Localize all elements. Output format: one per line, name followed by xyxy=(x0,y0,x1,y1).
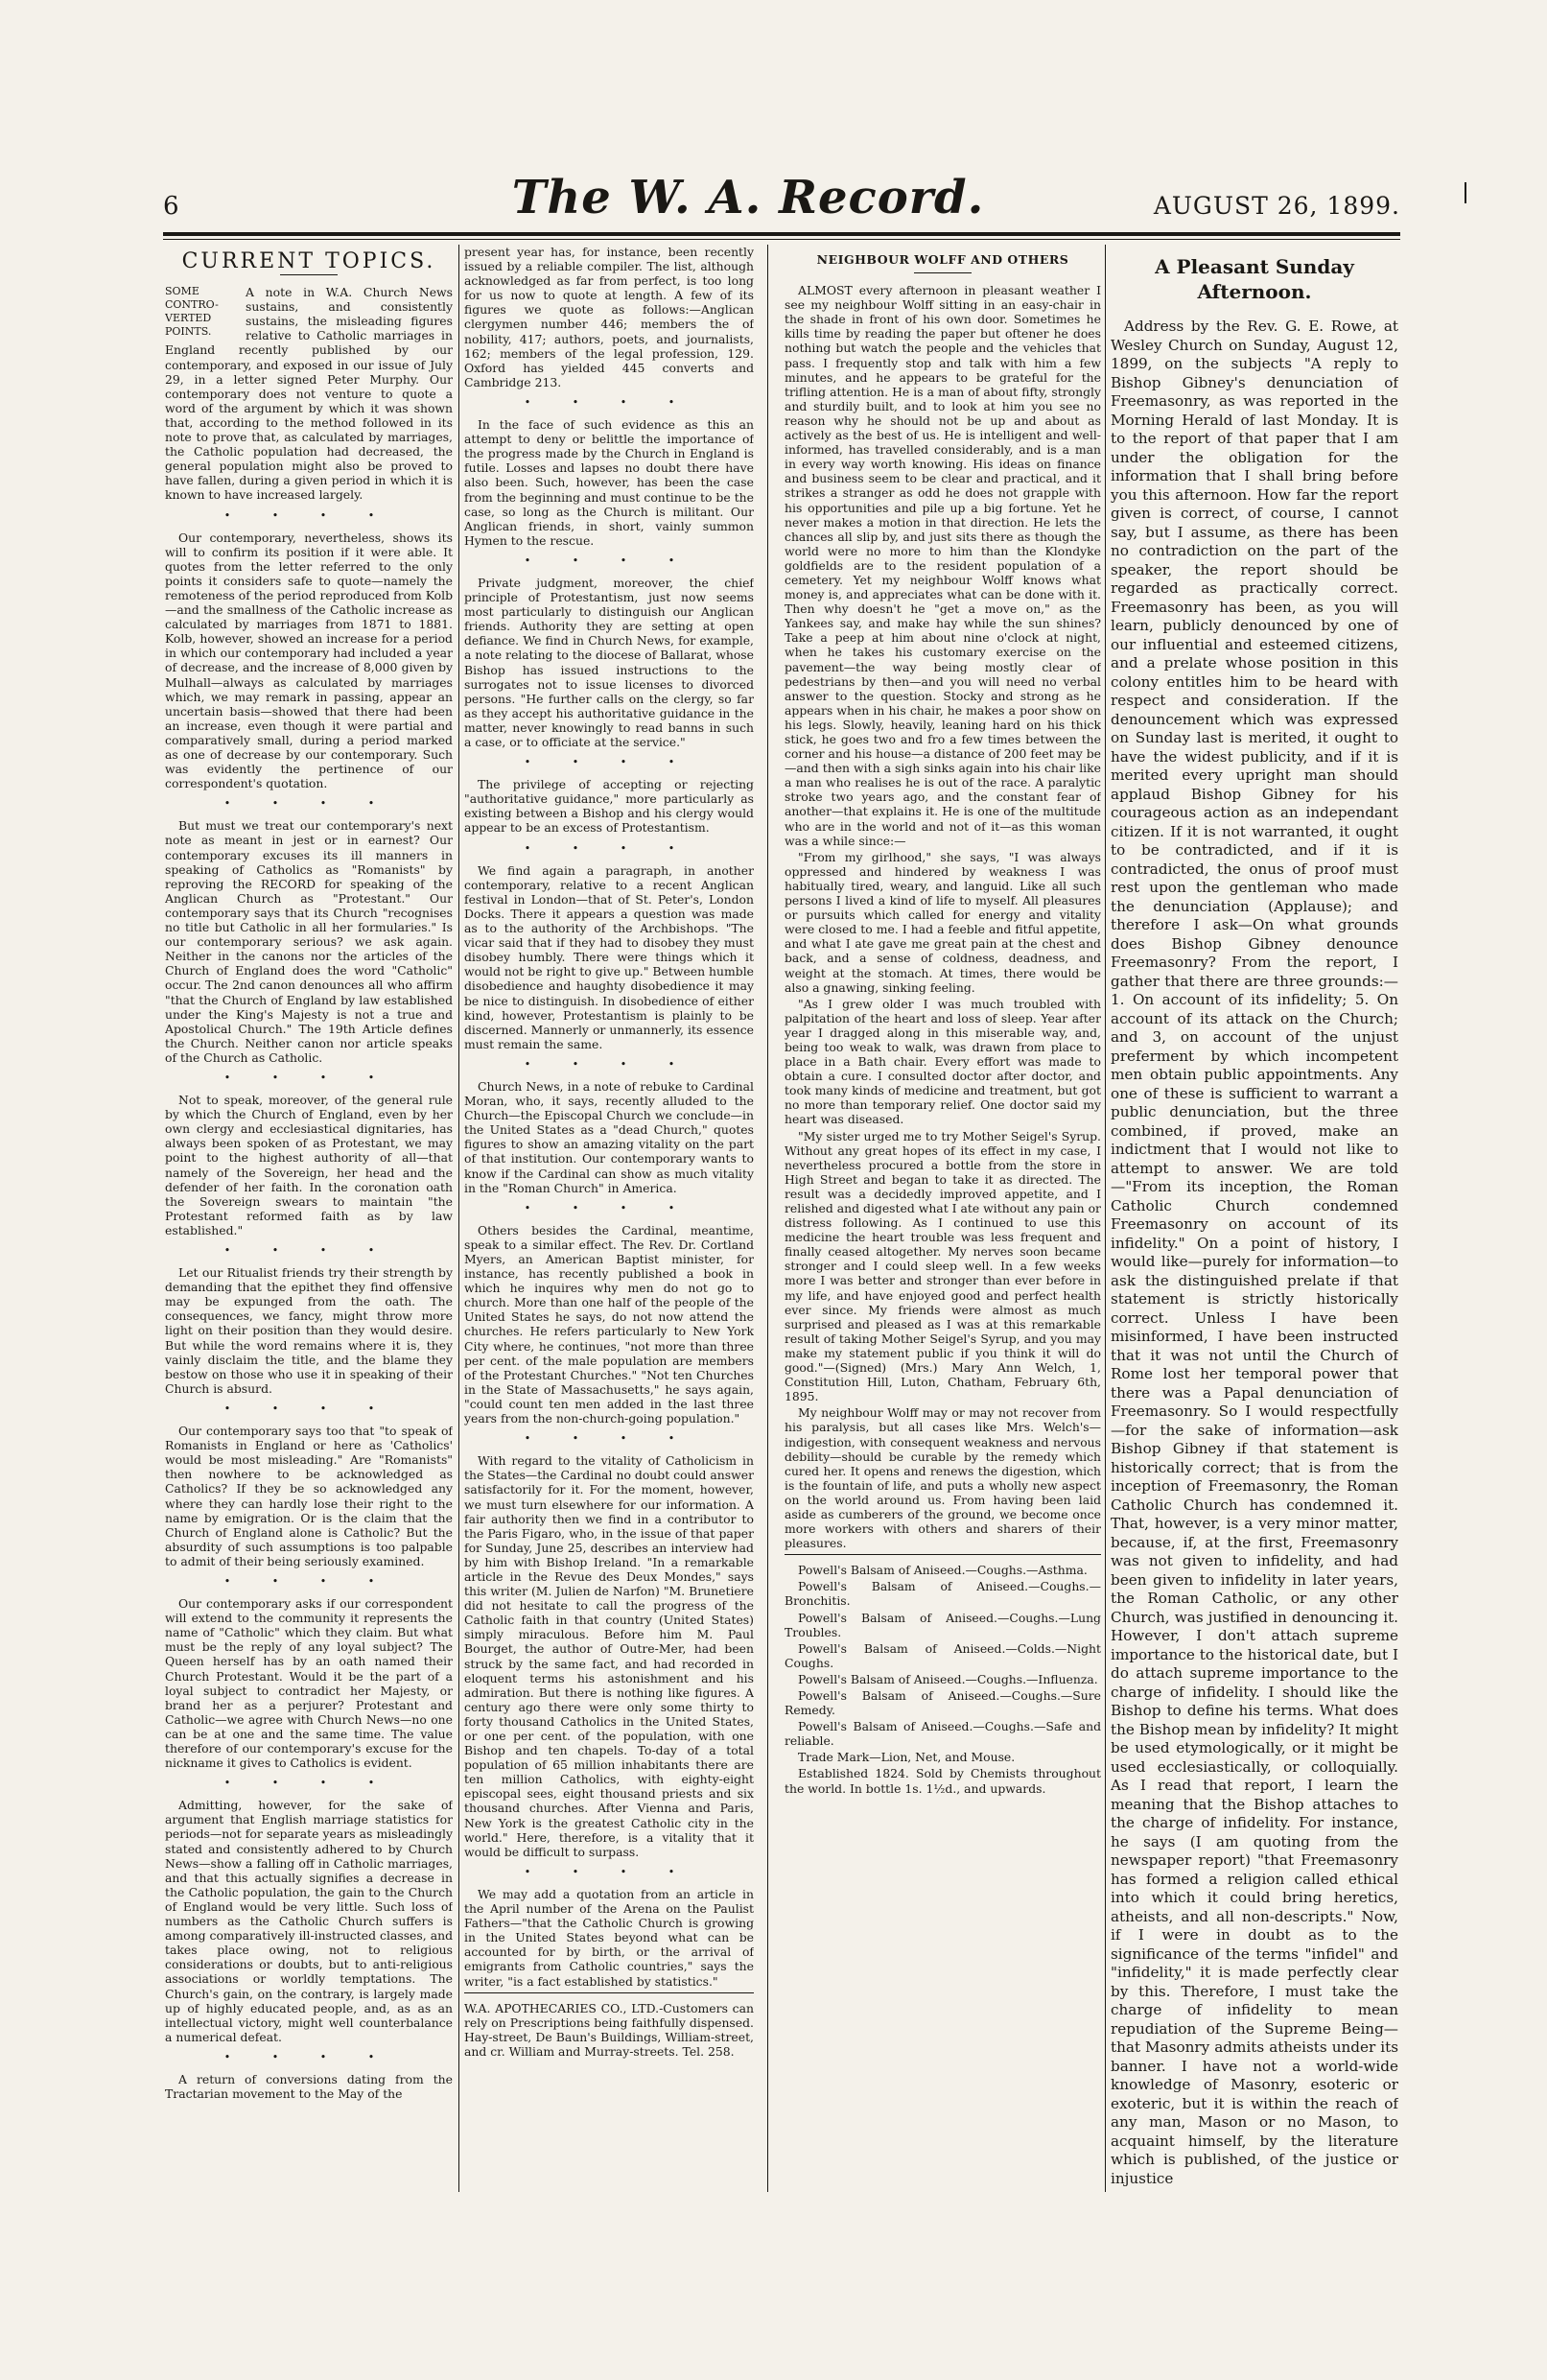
article-paragraph: "From my girlhood," she says, "I was always oppressed and hindered by weakness I was habitually tired, weary, and languid. Like all such persons I lived a kind of life to myself. All pleasures or pursuits which called for energy and vitality were closed to me. I had a feeble and fitful appetite, and what I ate gave me great pain at the chest and back, and a sense of coldness, deadness, and weight at the stomach. At times, there would be also a gnawing, sinking feeling. xyxy=(785,849,1101,995)
section-separator: • • • • xyxy=(223,1071,394,1084)
article-paragraph: Our contemporary, nevertheless, shows its will to confirm its position if it were able. It quotes from the letter referred to the only points it considers safe to quote—namely the remoteness of the period reproduced from Kolb—and the smallness of the Catholic increase as calculated by marriages from 1871 to 1881. Kolb, however, showed an increase for a period in which our contemporary had included a year of decrease, and the increase of 8,000 given by Mulhall—always as calculated by marriages which, we may remark in passing, appear an uncertain basis—showed that there had been an increase, even though it were partial and comparatively small, during a period marked as one of decrease by our contemporary. Such was evidently the pertinence of our correspondent's quotation. xyxy=(165,530,453,791)
column-current-topics xyxy=(165,245,453,2197)
article-paragraph: Church News, in a note of rebuke to Cardinal Moran, who, it says, recently alluded to the Church—the Episcopal Church we conclude—in the United States as a "dead Church," quotes figures to show an amazing vitality on the part of that institution. Our contemporary wants to know if the Cardinal can show as much vitality in the "Roman Church" in America. xyxy=(464,1078,754,1195)
article-paragraph: Our contemporary asks if our correspondent will extend to the community it represents the name of "Catholic" which they claim. But what must be the reply of any loyal subject? The Queen herself has by an oath named their Church Protestant. Would it be the part of a loyal subject to contradict her Majesty, or brand her as a perjurer? Protestant and Catholic—we agree with Church News—no one can be at one and the same time. The value therefore of our contemporary's excuse for the nickname it gives to Catholics is evident. xyxy=(165,1596,453,1771)
side-heading: SOME CONTRO-VERTED POINTS. xyxy=(165,285,219,339)
section-separator: • • • • xyxy=(223,797,394,811)
article-paragraph: Not to speak, moreover, of the general rule by which the Church of England, even by her own clergy and ecclesiastical dignitaries, has always been spoken of as Protestant, we may point to the highest authority of all—that namely of the Sovereign, her head and the defender of her faith. In the coronation oath the Sovereign swears to maintain "the Protestant reformed faith as by law established." xyxy=(165,1093,453,1237)
advertisement-line: Powell's Balsam of Aniseed.—Coughs.—Bronchitis. xyxy=(785,1579,1101,1609)
section-separator: • • • • xyxy=(524,395,694,409)
section-separator: • • • • xyxy=(524,841,694,855)
section-separator: • • • • xyxy=(524,1201,694,1214)
column-current-topics-continued xyxy=(464,245,754,2197)
section-separator: • • • • xyxy=(223,1777,394,1790)
advertisement-line: Powell's Balsam of Aniseed.—Coughs.—Lung Troubles. xyxy=(785,1610,1101,1639)
section-separator: • • • • xyxy=(223,2050,394,2063)
section-separator: • • • • xyxy=(524,1057,694,1071)
article-paragraph: Our contemporary says too that "to speak of Romanists in England or here as 'Catholics' would be most misleading." Are "Romanists" then nowhere to be acknowledged as Catholics? If they be so acknowledged any where they can hardly lose their right to the name by emigration. Or is the claim that the Church of England alone is Catholic? But the absurdity of such assumptions is too palpable to admit of their being seriously examined. xyxy=(165,1424,453,1568)
masthead-rule-thin xyxy=(163,239,1400,240)
article-paragraph: Admitting, however, for the sake of argument that English marriage statistics for periods—not for separate years as misleadingly stated and consistently adhered to by Church News—show a falling off in Catholic marriages, and that this actually signifies a decrease in the Catholic population, the gain to the Church of England would be very little. Such loss of numbers as the Catholic Church suffers is among comparatively ill-instructed classes, and takes place owing, not to religious considerations or doubts, but to anti-religious associations or worldly temptations. The Church's gain, on the contrary, is largely made up of highly educated people, and, as as an intellectual victory, might well counterbalance a numerical defeat. xyxy=(165,1798,453,2044)
section-separator: • • • • xyxy=(223,1574,394,1588)
advertisement-line: Powell's Balsam of Aniseed.—Colds.—Night Coughs. xyxy=(785,1640,1101,1670)
article-paragraph: With regard to the vitality of Catholicism in the States—the Cardinal no doubt could answer satisfactorily for it. For the moment, however, we must turn elsewhere for our information. A fair authority then we find in a contributor to the Paris Figaro, who, in the issue of that paper for Sunday, June 25, describes an interview had by him with Bishop Ireland. "In a remarkable article in the Revue des Deux Mondes," says this writer (M. Julien de Narfon) "M. Brunetiere did not hesitate to call the progress of the Catholic faith in that country (United States) simply miraculous. Before him M. Paul Bourget, the author of Outre-Mer, had been struck by the same fact, and had recorded in eloquent terms his astonishment and his admiration. But there is nothing like figures. A century ago there were only some thirty to forty thousand Catholics in the United States, or one per cent. of the population, with one Bishop and ten chapels. To-day of a total population of 65 million inhabitants there are ten million Catholics, with eighty-eight episcopal sees, eight thousand priests and six thousand churches. After Vienna and Paris, New York is the greatest Catholic city in the world." Here, therefore, is a vitality that it would be difficult to surpass. xyxy=(464,1453,754,1859)
section-separator: • • • • xyxy=(524,1432,694,1446)
article-paragraph: My neighbour Wolff may or may not recover from his paralysis, but all cases like Mrs. Welch's—indigestion, with consequent weakness and nervous debility—should be curable by the remedy which cured her. It opens and renews the digestion, which is the fountain of life, and puts a wholly new aspect on the world around us. From having been laid aside as cumberers of the ground, we become once more workers with others and sharers of their pleasures. xyxy=(785,1405,1101,1551)
margin-mark xyxy=(1465,182,1466,203)
section-separator: • • • • xyxy=(524,554,694,567)
article-paragraph: We find again a paragraph, in another contemporary, relative to a recent Anglican festival in London—that of St. Peter's, London Docks. There it appears a question was made as to the authority of the Archbishops. "The vicar said that if they had to disobey they must disobey humbly. There were things which it would not be right to give up." Between humble disobedience and haughty disobedience it may be nice to distinguish. In disobedience of either kind, however, Protestantism is plainly to be discerned. Mannerly or unmannerly, its essence must remain the same. xyxy=(464,862,754,1051)
page-number: 6 xyxy=(163,192,179,221)
masthead-rule-thick xyxy=(163,232,1400,236)
advertisement-line: Powell's Balsam of Aniseed.—Coughs.—Safe and reliable. xyxy=(785,1719,1101,1749)
article-paragraph: ALMOST every afternoon in pleasant weather I see my neighbour Wolff sitting in an easy-chair in the shade in front of his own door. Sometimes he kills time by reading the paper but oftener he does nothing but watch the people and the vehicles that pass. I frequently stop and talk with him a few minutes, and he appears to be grateful for the trifling attention. He is a man of about fifty, strongly and sturdily built, and to look at him you see no reason why he should not be up and about as actively as the best of us. He is intelligent and well-informed, has travelled considerably, and is a man in every way worth knowing. His ideas on finance and business seem to be clear and practical, and it strikes a stranger as odd he does not grapple with his opportunities and pile up a big fortune. Yet he never makes a motion in that direction. He lets the chances all slip by, and just sits there as though the world were no more to him than the Klondyke goldfields are to the resident population of a cemetery. Yet my neighbour Wolff knows what money is, and appreciates what can be done with it. Then why doesn't he "get a move on," as the Yankees say, and make hay while the sun shines? Take a peep at him about nine o'clock at night, when he takes his customary exercise on the pavement—the way being mostly clear of pedestrians by then—and you will need no verbal answer to the question. Stocky and strong as he appears when in his chair, he makes a poor show on his legs. Slowly, heavily, leaning hard on his thick stick, he goes two and fro a few times between the corner and his house—a distance of 200 feet may be—and then with a sigh sinks again into his chair like a man who realises he is out of the race. A paralytic stroke two years ago, and the constant fear of another—that explains it. He is one of the multitude who are in the world and not of it—as this woman was a while since:— xyxy=(785,283,1101,848)
advertisement-line: Powell's Balsam of Aniseed.—Coughs.—Sure Remedy. xyxy=(785,1688,1101,1718)
article-paragraph: Address by the Rev. G. E. Rowe, at Wesley Church on Sunday, August 12, 1899, on the subjects "A reply to Bishop Gibney's denunciation of Freemasonry, as was reported in the Morning Herald of last Monday. It is to the report of that paper that I am under the obligation for the information that I shall bring before you this afternoon. How far the report given is correct, of course, I cannot say, but I assume, as there has been no contradiction on the part of the speaker, the report should be regarded as practically correct. Freemasonry has been, as you will learn, publicly denounced by one of our influential and esteemed citizens, and a prelate whose position in this colony entitles him to be heard with respect and consideration. If the denouncement which was expressed on Sunday last is merited, it ought to have the widest publicity, and if it is merited every upright man should applaud Bishop Gibney for his courageous action as an independant citizen. If it is not warranted, it ought to be contradicted, and if it is contradicted, the onus of proof must rest upon the gentleman who made the denunciation (Applause); and therefore I ask—On what grounds does Bishop Gibney denounce Freemasonry? From the report, I gather that there are three grounds:—1. On account of its infidelity; 5. On account of its attack on the Church; and 3, on account of the unjust preferment by which incompetent men obtain public appointments. Any one of these is sufficient to warrant a public denunciation, but the three combined, if proved, make an indictment that I would not like to attempt to answer. We are told—"From its inception, the Roman Catholic Church condemned Freemasonry on account of its infidelity." On a point of history, I would like—purely for information—to ask the distinguished prelate if that statement is strictly historically correct. Unless I have been misinformed, I have been instructed that it was not until the Church of Rome lost her temporal power that there was a Papal denunciation of Freemasonry. So I would respectfully—for the sake of information—ask Bishop Gibney if that statement is historically correct; that is from the inception of Freemasonry, the Roman Catholic Church has condemned it. That, however, is a very minor matter, because, if, at the first, Freemasonry was not given to infidelity, and had been given to infidelity in later years, the Roman Catholic, or any other Church, was justified in denouncing it. However, I don't attach supreme importance to the historical date, but I do attach supreme importance to the charge of infidelity. I should like the Bishop to define his terms. What does the Bishop mean by infidelity? It might be used etymologically, or it might be used ecclesiastically, or colloquially. As I read that report, I learn the meaning that the Bishop attaches to the charge of infidelity. For instance, he says (I am quoting from the newspaper report) "that Freemasonry has formed a religion called ethical into which it could bring heretics, atheists, and all non-descripts." Now, if I were in doubt as to the significance of the terms "infidel" and "infidelity," it is made perfectly clear by this. Therefore, I must take the charge of infidelity to mean repudiation of the Supreme Being—that Masonry admits atheists under its banner. I have not a world-wide knowledge of Masonry, esoteric or exoteric, but it is within the reach of any man, Mason or no Mason, to acquaint himself, by the literature which is published, of the justice or injustice xyxy=(1111,318,1398,2187)
advertisement-line: Powell's Balsam of Aniseed.—Coughs.—Influenza. xyxy=(798,1671,1098,1686)
article-paragraph: "My sister urged me to try Mother Seigel's Syrup. Without any great hopes of its effect in my case, I nevertheless procured a bottle from the store in High Street and began to take it as directed. The result was a decidedly improved appetite, and I relished and digested what I ate without any pain or distress following. As I continued to use this medicine the heart trouble was less frequent and finally ceased altogether. My nerves soon became stronger and I could sleep well. In a few weeks more I was better and stronger than ever before in my life, and have enjoyed good and perfect health ever since. My friends were almost as much surprised and pleased as I was at this remarkable result of taking Mother Seigel's Syrup, and you may make my statement public if you think it will do good."—(Signed) (Mrs.) Mary Ann Welch, 1, Constitution Hill, Luton, Chatham, February 6th, 1895. xyxy=(785,1128,1101,1404)
article-paragraph: SOME CONTRO-VERTED POINTS. A note in W.A. Church News sustains, and consistently sustains, the misleading figures relative to Catholic marriages in England recently published by our contemporary, and exposed in our issue of July 29, in a letter signed Peter Murphy. Our contemporary does not venture to quote a word of the argument by which it was shown that, according to the method followed in its note to prove that, as calculated by marriages, the Catholic population had decreased, the general population might also be proved to have fallen, during a given period in which it is known to have increased largely. xyxy=(165,285,453,503)
section-separator: • • • • xyxy=(223,1244,394,1257)
section-separator: • • • • xyxy=(223,508,394,522)
masthead xyxy=(163,171,1400,230)
section-heading: CURRENT TOPICS. xyxy=(181,249,436,273)
article-paragraph: Private judgment, moreover, the chief principle of Protestantism, just now seems most particularly to distinguish our Anglican friends. Authority they are setting at open defiance. We find in Church News, for example, a note relating to the diocese of Ballarat, whose Bishop has issued instructions to the surrogates not to issue licenses to divorced persons. "He further calls on the clergy, so far as they accept his authoritative guidance in the matter, never knowingly to read banns in such a case, or to officiate at the service." xyxy=(464,575,754,749)
advertisement-powells-balsam xyxy=(785,1554,1101,1795)
article-paragraph: A return of conversions dating from the Tractarian movement to the May of the xyxy=(165,2071,453,2102)
column-divider xyxy=(767,245,768,2192)
article-paragraph: But must we treat our contemporary's next note as meant in jest or in earnest? Our contemporary excuses its ill manners in speaking of Catholics as "Romanists" by reproving the RECORD for speaking of the Anglican Church as "Protestant." Our contemporary says that its Church "recognises no title but Catholic in all her formularies." Is our contemporary serious? we ask again. Neither in the canons nor the articles of the Church of England does the word "Catholic" occur. The 2nd canon denounces all who affirm "that the Church of England by law established under the King's Majesty is not a true and Apostolical Church." The 19th Article defines the Church. Neither canon nor article speaks of the Church as Catholic. xyxy=(165,818,453,1065)
column-divider xyxy=(1105,245,1106,2192)
column-neighbour-wolff xyxy=(785,245,1101,2192)
heading-rule xyxy=(914,272,972,273)
advertisement-text: W.A. APOTHECARIES CO., LTD.-Customers can rely on Prescriptions being faithfully dispensed. Hay-street, De Baun's Buildings, William-street, and cr. William and Murray-streets. Tel. 258. xyxy=(464,2000,754,2059)
column-pleasant-sunday-afternoon xyxy=(1111,245,1398,2192)
article-paragraph: Others besides the Cardinal, meantime, speak to a similar effect. The Rev. Dr. Cortland Myers, an American Baptist minister, for instance, has recently published a book in which he inquires why men do not go to church. More than one half of the people of the United States he says, do not now attend the churches. He refers particularly to New York City where, he continues, "not more than three per cent. of the male population are members of the Protestant Churches." "Not ten Churches in the State of Massachusetts," he says again, "could count ten men added in the last three years from the non-church-going population." xyxy=(464,1222,754,1426)
article-paragraph: The privilege of accepting or rejecting "authoritative guidance," more particularly as existing between a Bishop and his clergy would appear to be an excess of Protestantism. xyxy=(464,777,754,836)
advertisement-line: Trade Mark—Lion, Net, and Mouse. xyxy=(798,1750,1016,1765)
issue-date: AUGUST 26, 1899. xyxy=(1153,192,1400,220)
article-paragraph: In the face of such evidence as this an attempt to deny or belittle the importance of the progress made by the Church in England is futile. Losses and lapses no doubt there have also been. Such, however, has been the case from the beginning and must continue to be the case, so long as the Church is militant. Our Anglican friends, in short, vainly summon Hymen to the rescue. xyxy=(464,417,754,548)
advertisement-line: Powell's Balsam of Aniseed.—Coughs.—Asthma. xyxy=(798,1563,1088,1578)
section-separator: • • • • xyxy=(524,1865,694,1878)
article-paragraph: "As I grew older I was much troubled with palpitation of the heart and loss of sleep. Year after year I dragged along in this miserable way, and, being too weak to walk, was drawn from place to place in a Bath chair. Every effort was made to obtain a cure. I consulted doctor after doctor, and took many kinds of medicine and treatment, but got no more than temporary relief. One doctor said my heart was diseased. xyxy=(785,996,1101,1127)
article-paragraph: We may add a quotation from an article in the April number of the Arena on the Paulist Fathers—"that the Catholic Church is growing in the United States beyond what can be accounted for by birth, or the arrival of emigrants from Catholic countries," says the writer, "is a fact established by statistics." xyxy=(464,1886,754,1989)
advertisement-line: Established 1824. Sold by Chemists throughout the world. In bottle 1s. 1½d., and upwards. xyxy=(785,1766,1101,1796)
column-divider xyxy=(458,245,459,2192)
newspaper-title: The W. A. Record. xyxy=(511,171,985,224)
heading-rule xyxy=(280,274,338,275)
article-heading: A Pleasant Sunday Afternoon. xyxy=(1155,255,1354,303)
article-heading: NEIGHBOUR WOLFF AND OTHERS xyxy=(816,252,1069,267)
article-paragraph: Let our Ritualist friends try their strength by demanding that the epithet they find offensive may be expunged from the oath. The consequences, we fancy, might throw more light on their position than they would desire. But while the word remains where it is, they vainly disclaim the title, and the blame they bestow on those who use it in speaking of their Church is absurd. xyxy=(165,1265,453,1396)
article-paragraph: present year has, for instance, been recently issued by a reliable compiler. The list, although acknowledged as far from perfect, is too long for us now to quote at length. A few of its figures we quote as follows:—Anglican clergymen number 446; members the of nobility, 417; authors, poets, and journalists, 162; members of the legal profession, 129. Oxford has yielded 445 converts and Cambridge 213. xyxy=(464,245,754,389)
advertisement-apothecaries xyxy=(464,1992,754,2059)
section-separator: • • • • xyxy=(223,1402,394,1415)
section-separator: • • • • xyxy=(524,756,694,769)
